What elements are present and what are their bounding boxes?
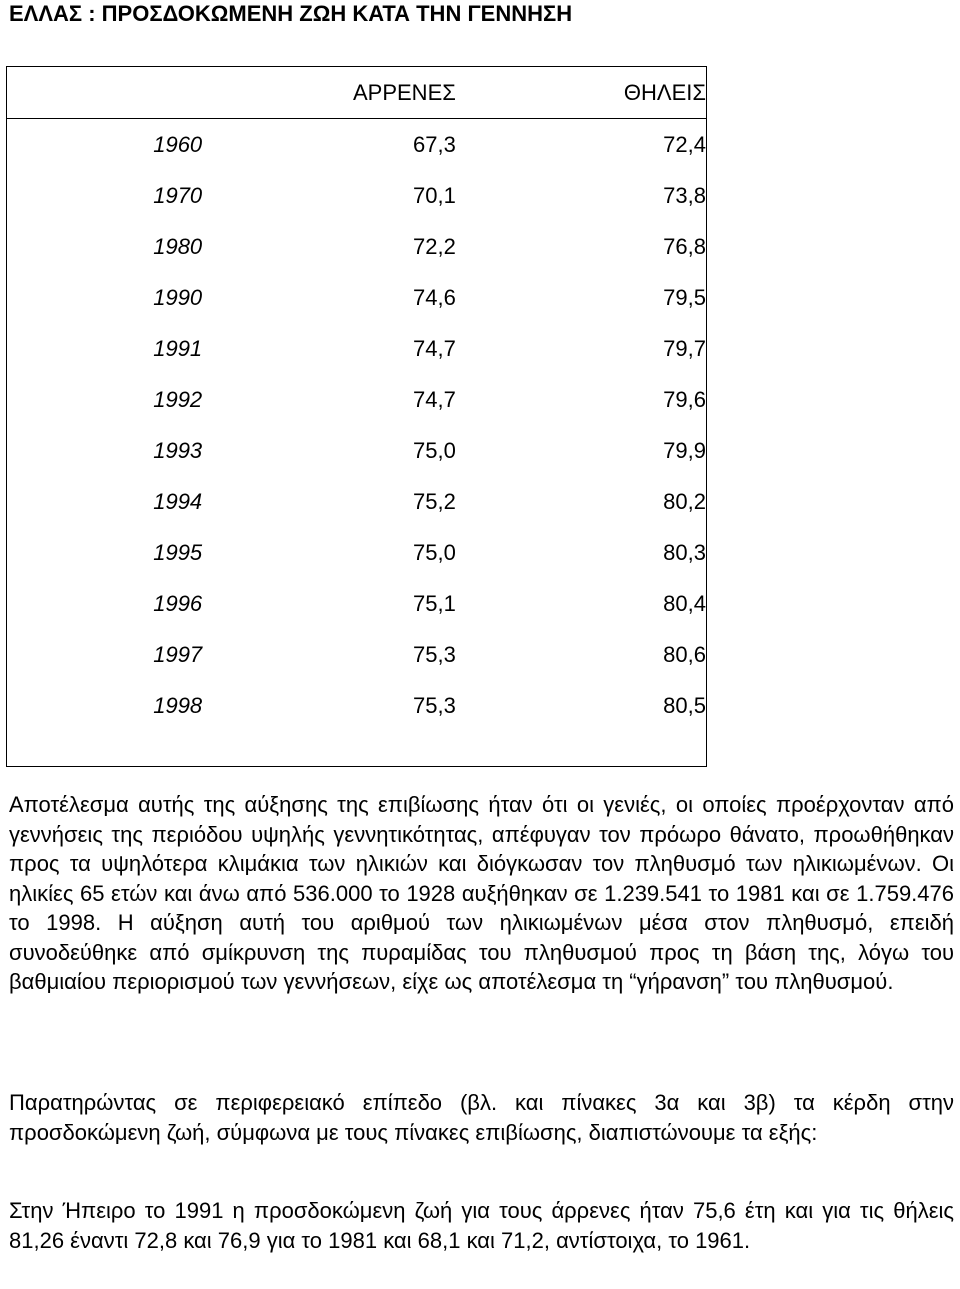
table-row xyxy=(7,629,707,680)
cell-year: 1970 xyxy=(153,182,203,208)
cell-female: 80,4 xyxy=(663,590,706,616)
table-row xyxy=(7,221,707,272)
cell-male: 75,0 xyxy=(413,539,456,565)
table-row xyxy=(7,578,707,629)
paragraph-aging-population: Αποτέλεσμα αυτής της αύξησης της επιβίωσης ήταν ότι οι γενιές, οι οποίες προέρχονταν από γεννήσεις της περιόδου υψηλής γεννητικότητας, απέφυγαν τον πρόωρο θάνατο, προωθήθηκαν προς τα υψηλότερα κλιμάκια των ηλικιών και διόγκωσαν τον πληθυσμό των ηλικιωμένων. Οι ηλικίες 65 ετών και άνω από 536.000 το 1928 αυξήθηκαν σε 1.239.541 το 1981 και σε 1.759.476 το 1998. Η αύξηση αυτή του αριθμού των ηλικιωμένων μέσα στον πληθυσμό, επειδή συνοδεύθηκε από σμίκρυνση της πυραμίδας του πληθυσμού προς τη βάση της, λόγω του βαθμιαίου περιορισμού των γεννήσεων, είχε ως αποτέλεσμα τη “γήρανση” του πληθυσμού. xyxy=(9,792,954,994)
life-expectancy-table xyxy=(6,66,707,767)
table-row xyxy=(7,527,707,578)
cell-year: 1980 xyxy=(153,233,203,259)
cell-male: 75,3 xyxy=(413,693,456,718)
cell-female: 76,8 xyxy=(663,233,706,259)
header-year xyxy=(7,67,204,119)
cell-male: 75,0 xyxy=(413,437,456,463)
cell-female: 79,5 xyxy=(663,284,706,310)
cell-year: 1991 xyxy=(153,335,203,361)
cell-female: 80,6 xyxy=(663,641,706,667)
cell-year: 1997 xyxy=(153,641,203,667)
cell-male: 72,2 xyxy=(413,233,456,259)
table-row xyxy=(7,680,707,767)
table-row xyxy=(7,170,707,221)
page-title: ΕΛΛΑΣ : ΠΡΟΣΔΟΚΩΜΕΝΗ ΖΩΗ ΚΑΤΑ ΤΗΝ ΓΕΝΝΗΣΗ xyxy=(9,1,573,26)
cell-male: 74,7 xyxy=(413,335,456,361)
table-row xyxy=(7,425,707,476)
table-header-row xyxy=(7,67,707,119)
cell-year: 1996 xyxy=(153,590,203,616)
cell-male: 74,6 xyxy=(413,284,456,310)
cell-female: 72,4 xyxy=(663,131,706,157)
paragraph-regional-observation: Παρατηρώντας σε περιφερειακό επίπεδο (βλ. και πίνακες 3α και 3β) τα κέρδη στην προσδοκώμενη ζωή, σύμφωνα με τους πίνακες επιβίωσης, διαπιστώνουμε τα εξής: xyxy=(9,1090,954,1145)
cell-female: 80,5 xyxy=(663,693,706,718)
table-row xyxy=(7,119,707,171)
table-row xyxy=(7,272,707,323)
cell-female: 80,3 xyxy=(663,539,706,565)
table-row xyxy=(7,476,707,527)
cell-male: 75,1 xyxy=(413,590,456,616)
cell-year: 1994 xyxy=(153,488,203,514)
cell-year: 1992 xyxy=(153,386,203,412)
table-row xyxy=(7,374,707,425)
cell-year: 1995 xyxy=(153,539,203,565)
cell-male: 75,3 xyxy=(413,641,456,667)
cell-female: 73,8 xyxy=(663,182,706,208)
cell-male: 67,3 xyxy=(413,131,456,157)
cell-male: 70,1 xyxy=(413,182,456,208)
cell-female: 79,7 xyxy=(663,335,706,361)
header-female: ΘΗΛΕΙΣ xyxy=(456,67,707,119)
cell-female: 80,2 xyxy=(663,488,706,514)
cell-male: 74,7 xyxy=(413,386,456,412)
cell-male: 75,2 xyxy=(413,488,456,514)
cell-female: 79,6 xyxy=(663,386,706,412)
header-male: ΑΡΡΕΝΕΣ xyxy=(203,67,456,119)
paragraph-epirus: Στην Ήπειρο το 1991 η προσδοκώμενη ζωή για τους άρρενες ήταν 75,6 έτη και για τις θήλεις 81,26 έναντι 72,8 και 76,9 για το 1981 και 68,1 και 71,2, αντίστοιχα, το 1961. xyxy=(9,1198,954,1253)
cell-year: 1998 xyxy=(153,693,203,718)
cell-year: 1993 xyxy=(153,437,203,463)
cell-female: 79,9 xyxy=(663,437,706,463)
cell-year: 1990 xyxy=(153,284,203,310)
table-row xyxy=(7,323,707,374)
cell-year: 1960 xyxy=(153,131,203,157)
